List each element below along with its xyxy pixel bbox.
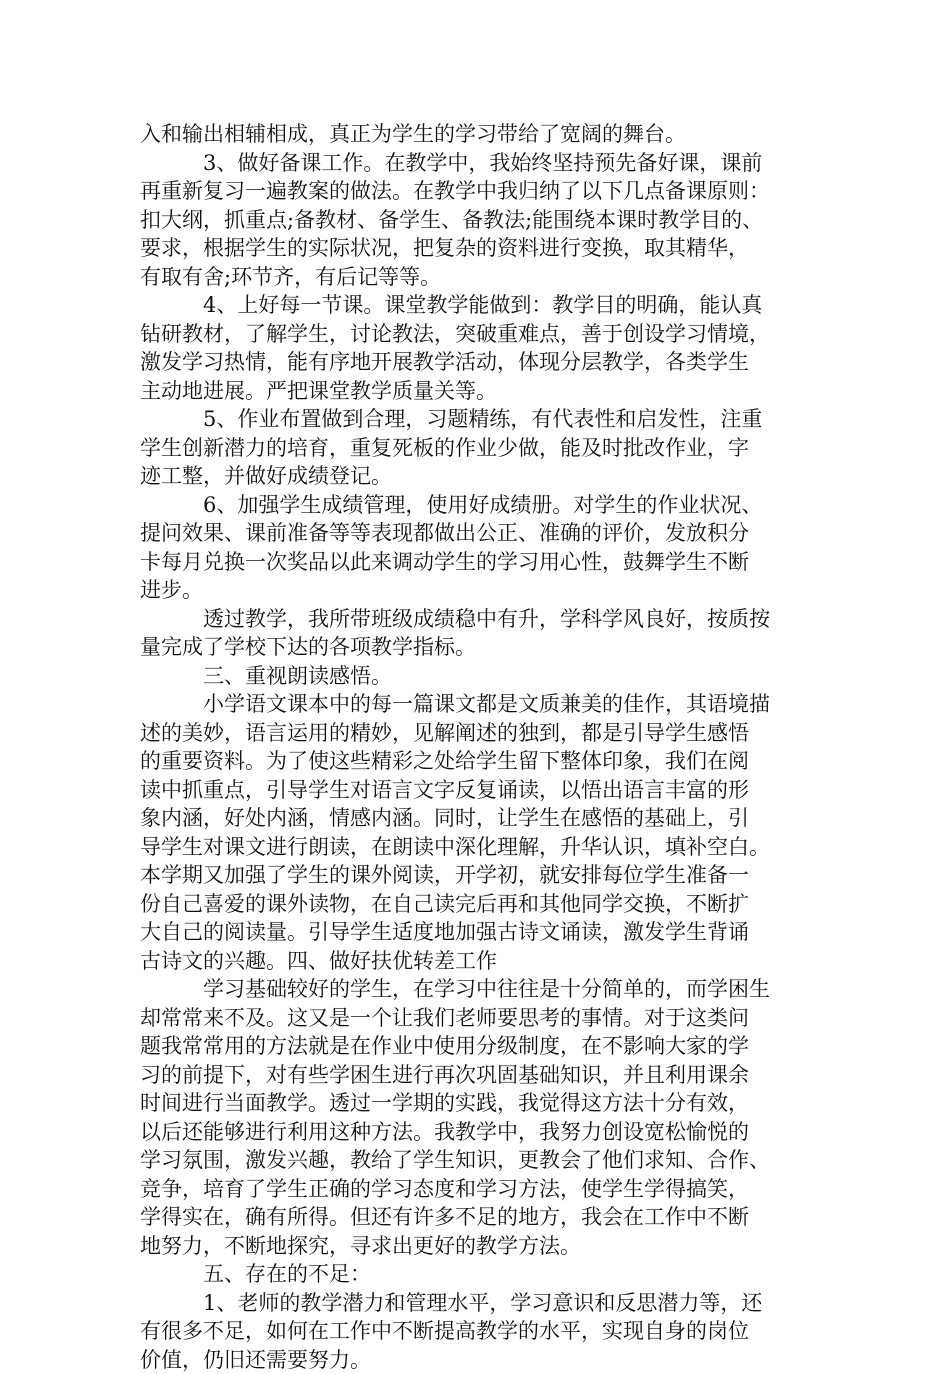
- text-line: 再重新复习一遍教案的做法。在教学中我归纳了以下几点备课原则：: [140, 177, 810, 206]
- text-line: 有取有舍;环节齐，有后记等等。: [140, 263, 810, 292]
- text-line: 提问效果、课前准备等等表现都做出公正、准确的评价，发放积分: [140, 519, 810, 548]
- text-line: 透过教学，我所带班级成绩稳中有升，学科学风良好，按质按: [140, 605, 810, 634]
- text-line: 竞争，培育了学生正确的学习态度和学习方法，使学生学得搞笑，: [140, 1175, 810, 1204]
- text-line: 地努力，不断地探究，寻求出更好的教学方法。: [140, 1232, 810, 1261]
- text-line: 大自己的阅读量。引导学生适度地加强古诗文诵读，激发学生背诵: [140, 918, 810, 947]
- document-body: [140, 120, 810, 1374]
- text-line: 进步。: [140, 576, 810, 605]
- text-line: 钻研教材，了解学生，讨论教法，突破重难点，善于创设学习情境，: [140, 320, 810, 349]
- text-line: 学得实在，确有所得。但还有许多不足的地方，我会在工作中不断: [140, 1203, 810, 1232]
- text-line: 有很多不足，如何在工作中不断提高教学的水平，实现自身的岗位: [140, 1317, 810, 1346]
- text-line: 1、老师的教学潜力和管理水平，学习意识和反思潜力等，还: [140, 1289, 810, 1318]
- text-line: 主动地进展。严把课堂教学质量关等。: [140, 377, 810, 406]
- text-line: 6、加强学生成绩管理，使用好成绩册。对学生的作业状况、: [140, 491, 810, 520]
- text-line: 导学生对课文进行朗读，在朗读中深化理解，升华认识，填补空白。: [140, 833, 810, 862]
- text-line: 学生创新潜力的培育，重复死板的作业少做，能及时批改作业，字: [140, 434, 810, 463]
- text-line: 4、上好每一节课。课堂教学能做到：教学目的明确，能认真: [140, 291, 810, 320]
- text-line: 3、做好备课工作。在教学中，我始终坚持预先备好课，课前: [140, 149, 810, 178]
- text-line: 却常常来不及。这又是一个让我们老师要思考的事情。对于这类问: [140, 1004, 810, 1033]
- text-line: 卡每月兑换一次奖品以此来调动学生的学习用心性，鼓舞学生不断: [140, 548, 810, 577]
- text-line: 的重要资料。为了使这些精彩之处给学生留下整体印象，我们在阅: [140, 747, 810, 776]
- text-line: 述的美妙，语言运用的精妙，见解阐述的独到，都是引导学生感悟: [140, 719, 810, 748]
- text-line: 习的前提下，对有些学困生进行再次巩固基础知识，并且利用课余: [140, 1061, 810, 1090]
- text-line: 以后还能够进行利用这种方法。我教学中，我努力创设宽松愉悦的: [140, 1118, 810, 1147]
- text-line: 小学语文课本中的每一篇课文都是文质兼美的佳作，其语境描: [140, 690, 810, 719]
- text-line: 价值，仍旧还需要努力。: [140, 1346, 810, 1374]
- text-line: 学习氛围，激发兴趣，教给了学生知识，更教会了他们求知、合作、: [140, 1146, 810, 1175]
- text-line: 读中抓重点，引导学生对语言文字反复诵读，以悟出语言丰富的形: [140, 776, 810, 805]
- text-line: 古诗文的兴趣。四、做好扶优转差工作: [140, 947, 810, 976]
- text-line: 三、重视朗读感悟。: [140, 662, 810, 691]
- text-line: 五、存在的不足：: [140, 1260, 810, 1289]
- text-line: 激发学习热情，能有序地开展教学活动，体现分层教学，各类学生: [140, 348, 810, 377]
- text-line: 象内涵，好处内涵，情感内涵。同时，让学生在感悟的基础上，引: [140, 804, 810, 833]
- text-line: 扣大纲，抓重点;备教材、备学生、备教法;能围绕本课时教学目的、: [140, 206, 810, 235]
- text-line: 时间进行当面教学。透过一学期的实践，我觉得这方法十分有效，: [140, 1089, 810, 1118]
- text-line: 5、作业布置做到合理，习题精练，有代表性和启发性，注重: [140, 405, 810, 434]
- text-line: 量完成了学校下达的各项教学指标。: [140, 633, 810, 662]
- text-line: 迹工整，并做好成绩登记。: [140, 462, 810, 491]
- text-line: 份自己喜爱的课外读物，在自己读完后再和其他同学交换，不断扩: [140, 890, 810, 919]
- text-line: 题我常常用的方法就是在作业中使用分级制度，在不影响大家的学: [140, 1032, 810, 1061]
- text-line: 学习基础较好的学生，在学习中往往是十分简单的，而学困生: [140, 975, 810, 1004]
- text-line: 入和输出相辅相成，真正为学生的学习带给了宽阔的舞台。: [140, 120, 810, 149]
- text-line: 要求，根据学生的实际状况，把复杂的资料进行变换，取其精华，: [140, 234, 810, 263]
- text-line: 本学期又加强了学生的课外阅读，开学初，就安排每位学生准备一: [140, 861, 810, 890]
